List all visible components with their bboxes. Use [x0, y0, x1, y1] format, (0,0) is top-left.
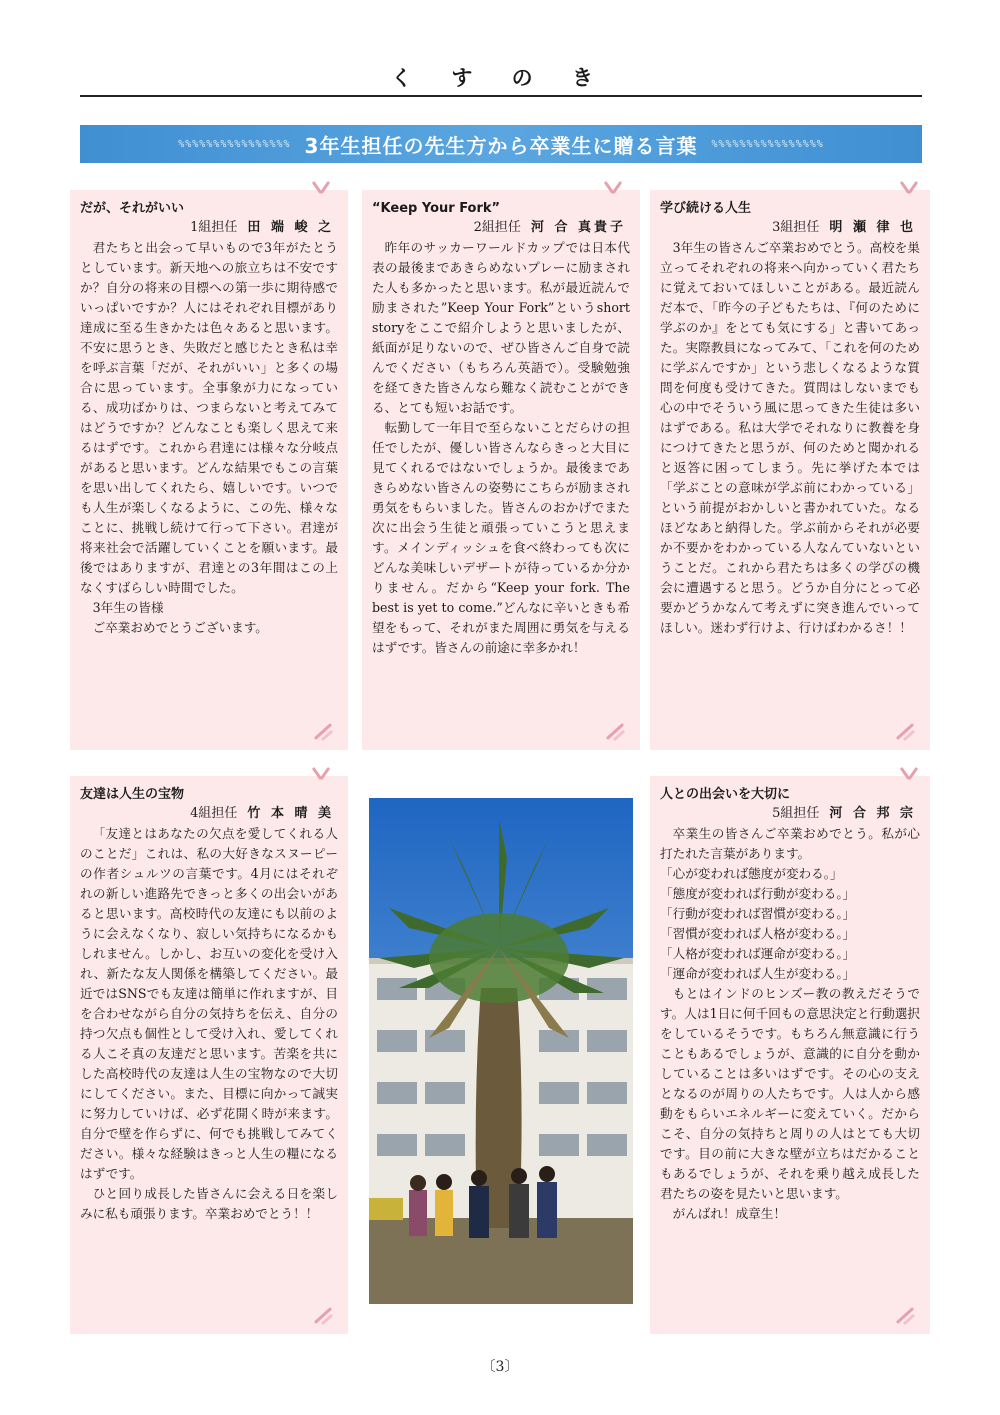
teacher-line — [80, 804, 338, 824]
body-paragraph: 昨年のサッカーワールドカップでは日本代表の最後まであきらめないプレーに励まされた人も多かったと思います。私が最近読んで励まされた”Keep Your Fork”というshort storyをここで紹介しようと思いましたが、紙面が足りないので、ぜひ皆さんご自身で読んでください（もちろん英語で）。受験勉強を経てきた皆さんなら難なく読むことができる、とても短いお話です。 — [372, 240, 630, 415]
banner-dots-left: %%%%%%%%%%%%%%%% — [178, 138, 291, 150]
card-heading: “Keep Your Fork” — [372, 201, 501, 216]
teacher-line — [372, 218, 630, 238]
corner-decoration — [602, 718, 630, 744]
quote-line: 「習慣が変われば人格が変わる。」 — [660, 926, 856, 941]
class-label: 4組担任 — [190, 806, 238, 821]
body-paragraph: 3年生の皆様 — [92, 600, 164, 615]
message-card-class-5 — [650, 776, 930, 1334]
paper-clip-icon — [602, 176, 626, 198]
banner-dots-right: %%%%%%%%%%%%%%%% — [711, 138, 824, 150]
message-card-class-1 — [70, 190, 348, 750]
body-paragraph: 君たちと出会って早いもので3年がたとうとしています。新天地への旅立ちは不安ですか？自分の将来の目標への第一歩に期待感でいっぱいですか？人にはそれぞれ目標があり達成に至る生きかたは色々あると思います。不安に思うとき、失敗だと感じたとき私は幸を呼ぶ言葉「だが、それがいい」と多くの場合に思っています。全事象が力になっている、成功ばかりは、つまらないと考えてみてはどうですか？どんなことも楽しく思えて来るはずです。これから君達には様々な分岐点があると思います。どんな結果でもこの言葉を思い出してくれたら、嬉しいです。いつでも人生が楽しくなるように、この先、様々なことに、挑戦し続けて行って下さい。君達が将来社会で活躍していくことを願います。最後ではありますが、君達との3年間はこの上なくすばらしい時間でした。 — [80, 240, 338, 595]
body-paragraph: もとはインドのヒンズー教の教えだそうです。人は1日に何千回もの意思決定と行動選択をしているそうです。もちろん無意識に行うこともあるでしょうが、意識的に自分を動かしていることは多いはずです。その心の支えとなるのが周りの人たちです。人は人から感動をもらいエネルギーに変えていく。だからこそ、自分の気持ちと周りの人はとても大切です。目の前に大きな壁が立ちはだかることもあるでしょうが、それを乗り越え成長した君たちの姿を見たいと思います。 — [660, 986, 920, 1201]
body-paragraph: 「友達とはあなたの欠点を愛してくれる人のことだ」これは、私の大好きなスヌーピーの作者シュルツの言葉です。4月にはそれぞれの新しい進路先できっと多くの出会いがあると思います。高校時代の友達にも以前のように会えなくなり、寂しい気持ちになるかもしれません。しかし、お互いの変化を受け入れ、新たな友人関係を構築してください。最近ではSNSでも友達は簡単に作れますが、目を合わせながら自分の気持ちを伝え、自分の持つ欠点も個性として受け入れ、愛してくれる人こそ真の友達だと思います。苦楽を共にした高校時代の友達は人生の宝物なので大切にしてください。また、目標に向かって誠実に努力していけば、必ず花開く時が来ます。自分で壁を作らずに、何でも挑戦してみてください。様々な経験はきっと人生の糧になるはずです。 — [80, 826, 338, 1181]
message-card-class-4 — [70, 776, 348, 1334]
paper-clip-icon — [898, 762, 922, 784]
masthead-title: く す の き — [391, 65, 609, 90]
paper-clip-icon — [310, 176, 334, 198]
teacher-line — [80, 218, 338, 238]
body-paragraph: 卒業生の皆さんご卒業おめでとう。私が心打たれた言葉があります。 — [660, 826, 920, 861]
corner-decoration — [310, 1302, 338, 1328]
quote-line: 「運命が変われば人生が変わる。」 — [660, 966, 856, 981]
corner-decoration — [310, 718, 338, 744]
card-heading: 学び続ける人生 — [660, 201, 752, 216]
corner-decoration — [892, 718, 920, 744]
body-paragraph: ご卒業おめでとうございます。 — [92, 620, 268, 635]
teacher-name: 竹 本 晴 美 — [247, 806, 334, 821]
body-paragraph: がんばれ！成章生！ — [672, 1206, 786, 1221]
teacher-name: 河 合 邦 宗 — [829, 806, 916, 821]
message-card-class-2 — [362, 190, 640, 750]
card-heading: 人との出会いを大切に — [660, 787, 791, 802]
class-teachers-photo — [369, 798, 633, 1304]
corner-decoration — [892, 1302, 920, 1328]
teacher-name: 河 合 真貴子 — [530, 220, 626, 235]
quote-line: 「心が変われば態度が変わる。」 — [660, 866, 843, 881]
page-number: 〔3〕 — [481, 1359, 519, 1375]
teacher-line — [660, 804, 920, 824]
class-label: 3組担任 — [772, 220, 820, 235]
banner-title: 3年生担任の先生方から卒業生に贈る言葉 — [304, 133, 698, 158]
class-label: 5組担任 — [772, 806, 820, 821]
body-paragraph: ひと回り成長した皆さんに会える日を楽しみに私も頑張ります。卒業おめでとう！！ — [80, 1186, 338, 1221]
teacher-line — [660, 218, 920, 238]
teacher-name: 明 瀬 律 也 — [829, 220, 916, 235]
quote-line: 「行動が変われば習慣が変わる。」 — [660, 906, 856, 921]
section-banner — [80, 125, 922, 163]
palm-tree-photo-illustration — [369, 798, 633, 1304]
quote-line: 「人格が変われば運命が変わる。」 — [660, 946, 856, 961]
paper-clip-icon — [310, 762, 334, 784]
paper-clip-icon — [898, 176, 922, 198]
card-heading: だが、それがいい — [80, 201, 185, 216]
quote-line: 「態度が変われば行動が変わる。」 — [660, 886, 856, 901]
message-card-class-3 — [650, 190, 930, 750]
body-paragraph: 3年生の皆さんご卒業おめでとう。高校を巣立ってそれぞれの将来へ向かっていく君たちに覚えておいてほしいことがある。最近読んだ本で、「昨今の子どもたちは、『何のために学ぶのか』をとても気にする」と書いてあった。実際教員になってみて、「これを何のために学ぶんですか」という悲しくなるような質問を何度も受けてきた。質問はしないまでも心の中でそういう風に思ってきた生徒は多いはずである。私は大学でそれなりに教養を身につけてきたと思うが、何のためと聞かれると返答に困ってしまう。先に挙げた本では「学ぶことの意味が学ぶ前にわかっている」という前提がおかしいと書かれていた。なるほどなあと納得した。学ぶ前からそれが必要か不要かをわかっている人なんていないということだ。これから君たちは多くの学びの機会に遭遇すると思う。どうか自分にとって必要かどうかなんて考えずに突き進んでいってほしい。迷わず行けよ、行けばわかるさ！！ — [660, 240, 920, 635]
header-rule — [80, 95, 922, 97]
body-paragraph: 転勤して一年目で至らないことだらけの担任でしたが、優しい皆さんならきっと大目に見てくれるではないでしょうか。最後まであきらめない皆さんの姿勢にこちらが励まされ勇気をもらいました。皆さんのおかげでまた次に出会う生徒と頑張っていこうと思えます。メインディッシュを食べ終わっても次にどんな美味しいデザートが待っているか分かりません。だから“Keep your fork. The best is yet to come.”どんなに辛いときも希望をもって、それがまた周囲に勇気を与えるはずです。皆さんの前途に幸多かれ！ — [372, 420, 630, 655]
class-label: 1組担任 — [190, 220, 238, 235]
teacher-name: 田 端 峻 之 — [247, 220, 334, 235]
card-heading: 友達は人生の宝物 — [80, 787, 185, 802]
class-label: 2組担任 — [473, 220, 521, 235]
